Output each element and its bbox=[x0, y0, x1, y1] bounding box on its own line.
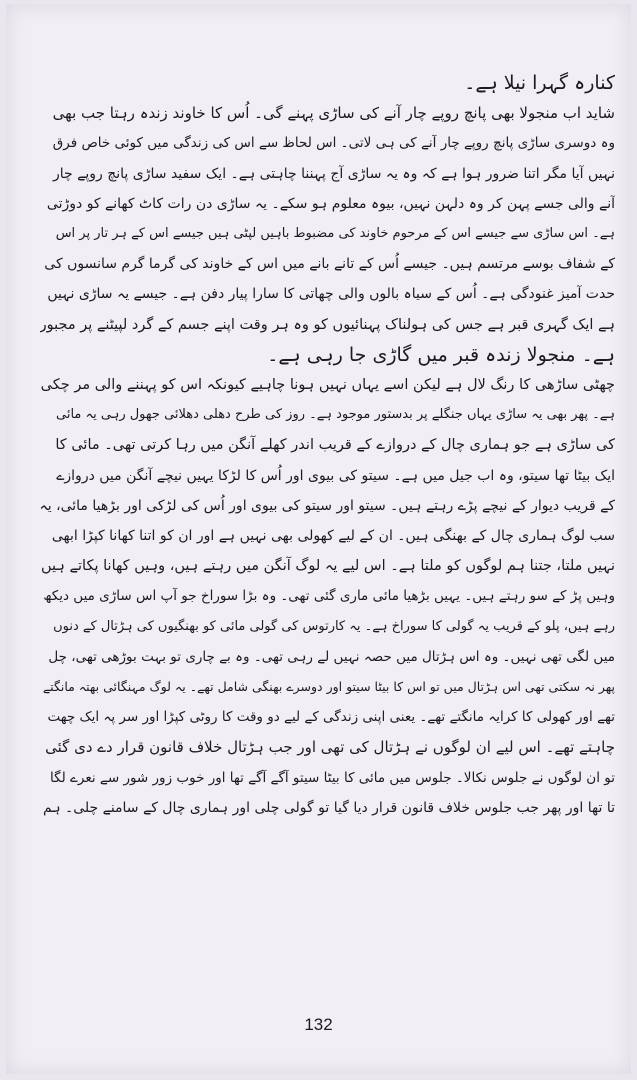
text-line: رہے ہیں، پلو کے قریب یہ گولی کا سوراخ ہے۔ یہ کارتوس کی گولی مائی کو بھنگیوں کی ہڑتال کے دنوں bbox=[53, 618, 615, 634]
text-line: آنے والی جسے پہن کر وہ دلہن نہیں، بیوہ معلوم ہو سکے۔ یہ ساڑی دن رات کاٹ کھانے کو دوڑتی bbox=[46, 195, 615, 212]
text-line: میں لگی تھی نہیں۔ وہ اس ہڑتال میں حصہ نہیں لے رہی تھی۔ وہ بے چاری تو بہت بوڑھی تھی، چل bbox=[48, 648, 615, 665]
page-text bbox=[40, 68, 615, 823]
text-line: کی ساڑی ہے جو ہماری چال کے دروازے کے قریب اندر کھلے آنگن میں رہا کرتی تھی۔ مائی کا bbox=[55, 437, 615, 454]
text-line: ہے۔ اس ساڑی سے جیسے اس کے مرحوم خاوند کی مضبوط باہیں لپٹی ہیں جیسے اس کے ہر تار پر اس bbox=[55, 226, 615, 242]
text-line: ہے۔ پھر بھی یہ ساڑی یہاں جنگلے پر بدستور موجود ہے۔ روز کی طرح دھلی دھلائی جھول رہی یہ مائی bbox=[56, 407, 615, 423]
text-line: تھے اور کھولی کا کرایہ مانگتے تھے۔ یعنی اپنی زندگی کے لیے دو وقت کا روٹی کپڑا اور سر پہ ایک چھت bbox=[47, 709, 615, 726]
text-line: سب لوگ ہماری چال کے بھنگی ہیں۔ ان کے لیے کھولی بھی نہیں ہے اور ان کو اتنا کھانا کپڑا ابھی bbox=[51, 528, 615, 545]
text-line: کے قریب دیوار کے نیچے پڑے رہتے ہیں۔ سیتو اور سیتو کی بیوی اور اُس کی لڑکی اور بڑھیا مائی، یہ bbox=[40, 497, 615, 514]
text-line: ایک بیٹا تھا سیتو، وہ اب جیل میں ہے۔ سیتو کی بیوی اور اُس کا لڑکا یہیں نیچے آنگن میں دروازے bbox=[56, 467, 615, 484]
text-line: چاہتے تھے۔ اس لیے ان لوگوں نے ہڑتال کی تھی اور جب ہڑتال خلاف قانون قرار دے دی گئی bbox=[45, 738, 615, 757]
text-line: وہ دوسری ساڑی پانچ روپے چار آنے کی ہی لاتی۔ اس لحاظ سے اس کی زندگی میں کوئی خاص فرق bbox=[52, 135, 615, 152]
text-line: کنارہ گہرا نیلا ہے۔ bbox=[464, 72, 615, 94]
text-line: ہے ایک گہری قبر ہے جس کی ہولناک پہنائیوں کو وہ ہر وقت اپنے جسم کے گرد لپیٹنے پر مجبور bbox=[40, 316, 615, 333]
text-line: ہے۔ منجولا زندہ قبر میں گاڑی جا رہی ہے۔ bbox=[267, 343, 615, 366]
text-line: تا تھا اور پھر جب جلوس خلاف قانون قرار دیا گیا تو گولی چلی اور ہماری چال کے سامنے چلی۔ ہم bbox=[43, 799, 615, 816]
page-number: 132 bbox=[304, 1015, 333, 1034]
text-line: وہیں پڑ کے سو رہتے ہیں۔ یہیں بڑھیا مائی ماری گئی تھی۔ وہ بڑا سوراخ جو آپ اس ساڑی میں دیکھ bbox=[43, 588, 615, 605]
text-line: چھٹی ساڑھی کا رنگ لال ہے لیکن اسے یہاں نہیں ہونا چاہیے کیونکہ اس کو پہننے والی مر چکی bbox=[40, 377, 615, 394]
text-line: کے شفاف بوسے مرتسم ہیں۔ جیسے اُس کے تانے بانے میں اس کے خاوند کی گرما گرم سانسوں کی bbox=[44, 256, 615, 273]
text-line: نہیں آیا مگر اتنا ضرور ہوا ہے کہ وہ یہ ساڑی آج پہننا چاہتی ہے۔ ایک سفید ساڑی پانچ روپے چار bbox=[53, 165, 615, 182]
text-line: تو ان لوگوں نے جلوس نکالا۔ جلوس میں مائی کا بیٹا سیتو آگے آگے تھا اور خوب زور شور سے نعرے لگا bbox=[50, 769, 615, 786]
text-line: حدت آمیز غنودگی ہے۔ اُس کے سیاہ بالوں والی چھاتی کا سارا پیار دفن ہے۔ جیسے یہ ساڑی نہیں bbox=[47, 286, 615, 303]
text-line: پھر نہ سکتی تھی اس ہڑتال میں تو اس کا بیٹا سیتو اور دوسرے بھنگی شامل تھے۔ یہ لوگ مہنگائی بھتہ مانگتے bbox=[42, 679, 615, 695]
text-line: شاید اب منجولا بھی پانچ روپے چار آنے کی ساڑی پہنے گی۔ اُس کا خاوند زندہ رہتا جب بھی bbox=[52, 104, 615, 123]
book-page bbox=[6, 4, 631, 1074]
text-line: نہیں ملتا، جتنا ہم لوگوں کو ملتا ہے۔ اس لیے یہ لوگ آنگن میں رہتے ہیں، وہیں کھانا پکاتے ہیں bbox=[41, 558, 615, 575]
